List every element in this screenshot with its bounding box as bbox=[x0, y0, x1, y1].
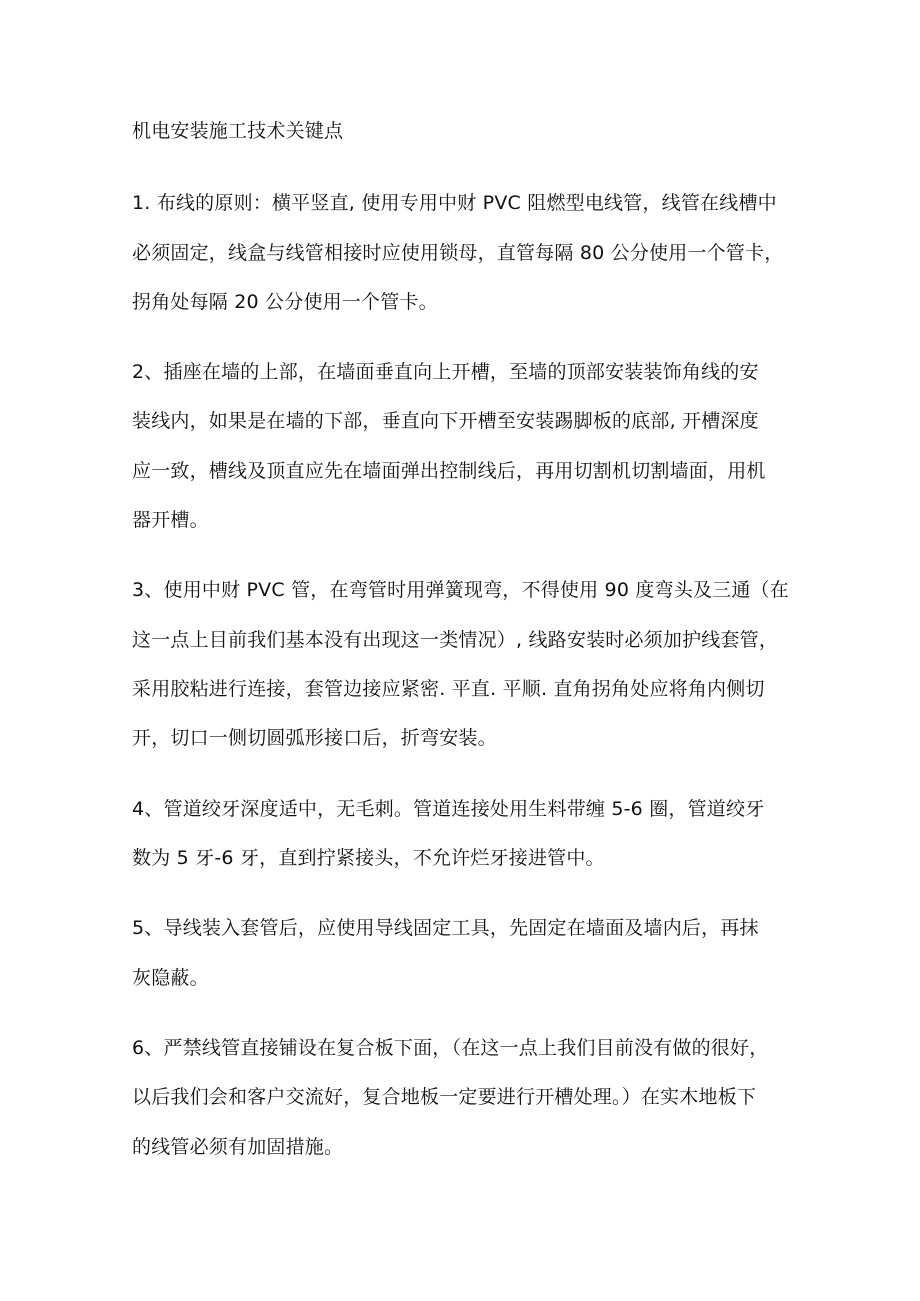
paragraph-6-line-1: 6、严禁线管直接铺设在复合板下面，（在这一点上我们目前没有做的很好， bbox=[132, 1037, 769, 1059]
paragraph-1-line-3: 拐角处每隔 20 公分使用一个管卡。 bbox=[132, 291, 438, 313]
paragraph-3-line-2: 这一点上目前我们基本没有出现这一类情况）, 线路安装时必须加护线套管， bbox=[132, 629, 779, 651]
paragraph-4-line-2: 数为 5 牙-6 牙，直到拧紧接头，不允许烂牙接进管中。 bbox=[132, 847, 605, 869]
paragraph-6-line-2: 以后我们会和客户交流好，复合地板一定要进行开槽处理。）在实木地板下 bbox=[132, 1086, 757, 1108]
paragraph-3-line-4: 开，切口一侧切圆弧形接口后，折弯安装。 bbox=[132, 727, 497, 749]
paragraph-5-line-1: 5、导线装入套管后，应使用导线固定工具，先固定在墙面及墙内后，再抹 bbox=[132, 917, 759, 939]
paragraph-1-line-1: 1. 布线的原则：横平竖直, 使用专用中财 PVC 阻燃型电线管，线管在线槽中 bbox=[132, 192, 777, 214]
paragraph-2-line-4: 器开槽。 bbox=[132, 509, 209, 531]
document-title: 机电安装施工技术关键点 bbox=[132, 120, 344, 142]
paragraph-2-line-1: 2、插座在墙的上部，在墙面垂直向上开槽，至墙的顶部安装装饰角线的安 bbox=[132, 361, 759, 383]
paragraph-5-line-2: 灰隐蔽。 bbox=[132, 967, 209, 989]
paragraph-2-line-2: 装线内，如果是在墙的下部，垂直向下开槽至安装踢脚板的底部, 开槽深度 bbox=[132, 410, 759, 432]
paragraph-4-line-1: 4、管道绞牙深度适中，无毛刺。管道连接处用生料带缠 5-6 圈，管道绞牙 bbox=[132, 798, 765, 820]
paragraph-3-line-1: 3、使用中财 PVC 管，在弯管时用弹簧现弯，不得使用 90 度弯头及三通（在 bbox=[132, 579, 789, 601]
paragraph-1-line-2: 必须固定，线盒与线管相接时应使用锁母，直管每隔 80 公分使用一个管卡， bbox=[132, 242, 784, 264]
paragraph-2-line-3: 应一致，槽线及顶直应先在墙面弹出控制线后，再用切割机切割墙面，用机 bbox=[132, 460, 766, 482]
paragraph-3-line-3: 采用胶粘进行连接，套管边接应紧密. 平直. 平顺. 直角拐角处应将角内侧切 bbox=[132, 678, 765, 700]
paragraph-6-line-3: 的线管必须有加固措施。 bbox=[132, 1136, 344, 1158]
